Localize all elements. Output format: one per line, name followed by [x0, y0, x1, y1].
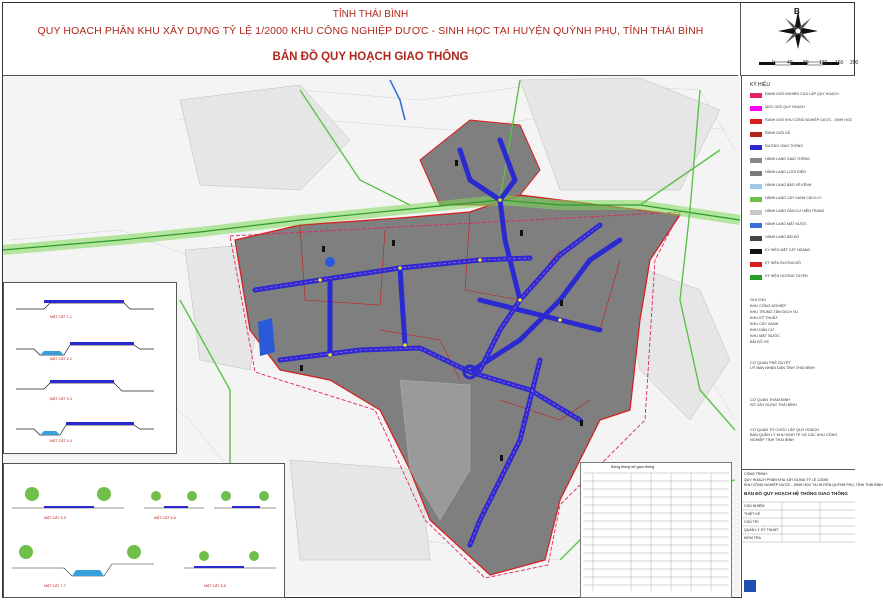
scale-tick: 120	[819, 60, 828, 66]
legend-label: KÝ HIỆU MẶT CẮT NGANG	[765, 248, 811, 252]
tb-line: CÔNG TRÌNH:	[744, 472, 768, 476]
drawing-title: BẢN ĐỒ QUY HOẠCH GIAO THÔNG	[272, 51, 469, 63]
section-label: MẶT CẮT 1-1	[50, 315, 72, 319]
scale-tick: 0	[772, 60, 775, 66]
province-title: TỈNH THÁI BÌNH	[332, 9, 409, 20]
legend-swatch	[750, 132, 762, 137]
legend-swatch	[750, 262, 762, 267]
consultant-logo	[744, 580, 756, 592]
legend-swatch	[750, 171, 762, 176]
legend-swatch	[750, 236, 762, 241]
legend-label: HÀNH LANG BẢO VỆ KÊNH	[765, 183, 812, 187]
legend-swatch	[750, 145, 762, 150]
title-block-grid	[742, 470, 855, 598]
legend-item	[750, 261, 854, 269]
approval-org: UỶ BAN NHÂN DÂN TỈNH THÁI BÌNH	[750, 366, 815, 370]
organizing-agency	[750, 428, 850, 443]
tb-line: KHU CÔNG NGHIỆP DƯỢC - SINH HỌC TẠI HUYỆN QUỲNH PHỤ, TỈNH THÁI BÌNH	[744, 483, 883, 487]
legend-note: KHU MẶT NƯỚC	[750, 334, 781, 338]
tb-drawing-name: BẢN ĐỒ QUY HOẠCH HỆ THỐNG GIAO THÔNG	[744, 491, 848, 496]
legend-swatch	[750, 223, 762, 228]
legend-label: HÀNH LANG LƯỚI ĐIỆN	[765, 170, 806, 174]
tb-line: CHỦ NHIỆM	[744, 504, 765, 508]
title-block	[741, 469, 883, 598]
legend-swatch	[750, 184, 762, 189]
cross-section-tree-drawings	[4, 464, 284, 597]
legend-label: HÀNH LANG BÃI ĐỖ	[765, 235, 800, 239]
appraisal-org: SỞ XÂY DỰNG THÁI BÌNH	[750, 403, 797, 407]
legend-label: HÀNH LANG GIAO THÔNG	[765, 157, 810, 161]
legend-item	[750, 209, 854, 217]
legend-item	[750, 131, 854, 139]
table-title: Bảng thống kê giao thông	[611, 465, 655, 469]
legend-label: RANH GIỚI NGHIÊN CỨU LẬP QUY HOẠCH	[765, 92, 839, 96]
section-label: MẶT CẮT 4-4	[50, 439, 72, 443]
legend-label: ĐƯỜNG GIAO THÔNG	[765, 144, 804, 148]
north-letter: B	[794, 7, 800, 16]
section-label: MẶT CẮT 2-2	[50, 357, 72, 361]
cross-sections-panel	[3, 282, 177, 454]
legend-item	[750, 118, 854, 126]
scale-tick: 200	[850, 60, 859, 66]
legend-swatch	[750, 197, 762, 202]
legend-swatch	[750, 158, 762, 163]
legend-label: RANH GIỚI KHU CÔNG NGHIỆP DƯỢC - SINH HỌC	[765, 118, 853, 122]
legend-note: KHU CÔNG NGHIỆP	[750, 304, 787, 308]
appraisal-agency	[750, 398, 850, 408]
legend-note: KHU TRUNG TÂM DỊCH VỤ	[750, 310, 799, 314]
tb-line: THIẾT KẾ	[744, 512, 761, 516]
legend-note: KHU CÂY XANH	[750, 322, 779, 326]
section-label: MẶT CẮT 5-5	[44, 516, 66, 520]
legend-item	[750, 222, 854, 230]
legend-note: KHU KỸ THUẬT	[750, 316, 778, 320]
title-header	[3, 3, 738, 76]
section-label: MẶT CẮT 7-7	[44, 584, 66, 588]
road-statistics-table	[580, 462, 732, 598]
legend-item	[750, 248, 854, 256]
tb-line: CHỦ TRÌ	[744, 520, 759, 524]
legend-label: HÀNH LANG CÂY XANH CÁCH LY	[765, 196, 822, 200]
legend-item	[750, 274, 854, 282]
legend-swatch	[750, 93, 762, 98]
project-title: QUY HOẠCH PHÂN KHU XÂY DỰNG TỶ LỆ 1/2000 KHU CÔNG NGHIỆP DƯỢC - SINH HỌC TẠI HUYỆN QUỲNH PHỤ, TỈNH THÁI BÌNH	[37, 25, 704, 37]
legend-item	[750, 235, 854, 243]
legend-title: KÝ HIỆU	[750, 82, 771, 88]
table-grid	[581, 463, 731, 597]
legend-panel	[741, 76, 855, 469]
scale-tick: 40	[787, 60, 793, 66]
section-label: MẶT CẮT 3-3	[50, 397, 72, 401]
legend-swatch	[750, 210, 762, 215]
scale-tick: 80	[803, 60, 809, 66]
legend-note: BÃI ĐỖ XE	[750, 340, 769, 344]
tb-line: QUY HOẠCH PHÂN KHU XÂY DỰNG TỶ LỆ 1/2000	[744, 478, 829, 482]
legend-label: KÝ HIỆU ĐƯỜNG ĐỎ	[765, 261, 801, 265]
cross-section-drawings	[4, 283, 176, 453]
legend-notes	[750, 298, 850, 346]
appraisal-label: CƠ QUAN THẨM ĐỊNH	[750, 398, 791, 402]
section-label: MẶT CẮT 6-6	[154, 516, 176, 520]
tb-line: QUẢN LÝ KỸ THUẬT	[744, 528, 779, 532]
legend-note: GHI CHÚ	[750, 298, 767, 302]
legend-label: KÝ HIỆU HƯỚNG TUYẾN	[765, 274, 808, 278]
legend-item	[750, 196, 854, 204]
legend-swatch	[750, 249, 762, 254]
legend-label: HÀNH LANG MẶT NƯỚC	[765, 222, 807, 226]
organizer-org: BAN QUẢN LÝ KHU KINH TẾ VÀ CÁC KHU CÔNG NGHIỆP TỈNH THÁI BÌNH	[750, 433, 838, 442]
legend-item	[750, 105, 854, 113]
legend-swatch	[750, 275, 762, 280]
legend-item	[750, 144, 854, 152]
legend-item	[750, 170, 854, 178]
legend-label: MỐC GIỚI QUY HOẠCH	[765, 105, 805, 109]
legend-swatch	[750, 106, 762, 111]
scale-tick: 160	[835, 60, 844, 66]
cross-sections-trees-panel	[3, 463, 285, 598]
section-label: MẶT CẮT 8-8	[204, 584, 226, 588]
legend-label: HÀNH LANG DÂN CƯ HIỆN TRẠNG	[765, 209, 825, 213]
approval-label: CƠ QUAN PHÊ DUYỆT	[750, 361, 791, 365]
approval-agency	[750, 361, 850, 371]
legend-item	[750, 183, 854, 191]
tb-line: KIỂM TRA	[744, 536, 761, 540]
legend-label: RANH GIỚI XÃ	[765, 131, 790, 135]
legend-note: KHU DÂN CƯ	[750, 328, 775, 332]
legend-item	[750, 92, 854, 100]
legend-item	[750, 157, 854, 165]
organizer-label: CƠ QUAN TỔ CHỨC LẬP QUY HOẠCH	[750, 428, 819, 432]
legend-swatch	[750, 119, 762, 124]
